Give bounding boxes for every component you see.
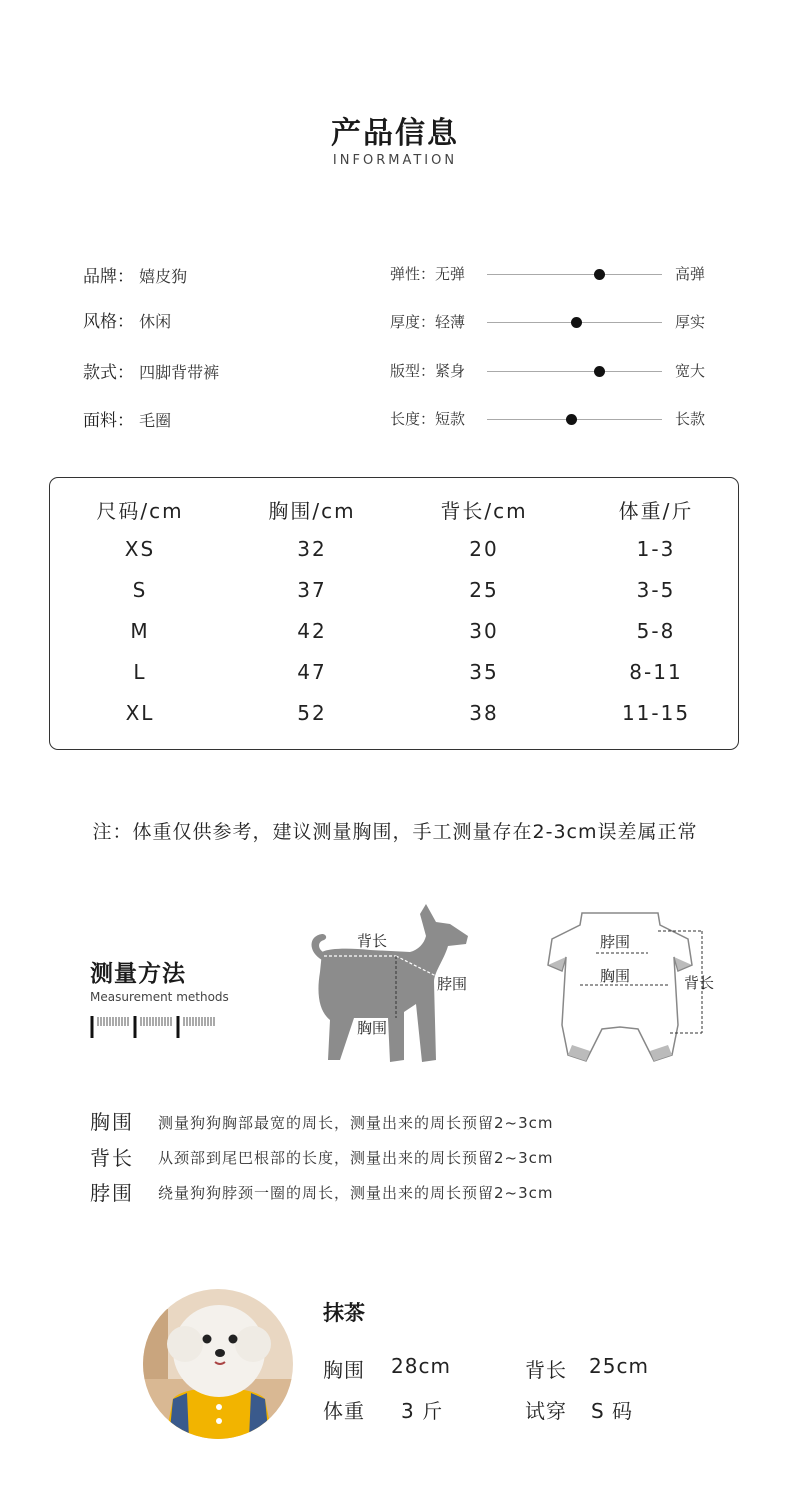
table-cell: 38: [469, 701, 499, 725]
scale-marker: [571, 317, 582, 328]
info-value: 休闲: [139, 312, 172, 331]
dog-label-neck: 脖围: [437, 975, 468, 993]
desc-term: 背长: [90, 1146, 134, 1170]
scale-end-label: 宽大: [675, 362, 706, 380]
table-cell: 1-3: [636, 537, 676, 561]
method-subtitle: Measurement methods: [90, 990, 229, 1004]
ruler-icon: [90, 1014, 220, 1040]
model-name: 抹茶: [323, 1301, 365, 1325]
table-cell: 47: [297, 660, 327, 684]
info-item-type: [83, 358, 219, 383]
scale-marker: [566, 414, 577, 425]
desc-text: 从颈部到尾巴根部的长度，测量出来的周长预留2~3cm: [158, 1149, 554, 1167]
scale-label: 弹性：无弹: [390, 265, 466, 283]
table-cell: 35: [469, 660, 499, 684]
table-cell: M: [130, 619, 150, 643]
table-cell: 37: [297, 578, 327, 602]
scale-label: 长度：短款: [390, 410, 466, 428]
scale-end-label: 厚实: [675, 313, 706, 331]
info-value: 四脚背带裤: [139, 363, 220, 382]
table-cell: 3-5: [636, 578, 676, 602]
model-weight-value: 3 斤: [401, 1399, 444, 1423]
table-cell: 8-11: [629, 660, 683, 684]
method-title: 测量方法: [90, 961, 186, 987]
desc-text: 测量狗狗胸部最宽的周长，测量出来的周长预留2~3cm: [158, 1114, 554, 1132]
scale-marker: [594, 269, 605, 280]
table-cell: 25: [469, 578, 499, 602]
model-try-label: 试穿: [525, 1399, 567, 1423]
model-dog-photo: [143, 1289, 293, 1439]
model-weight-label: 体重: [323, 1399, 365, 1423]
dog-label-back: 背长: [357, 932, 388, 950]
info-item-style: [83, 307, 171, 332]
page-subtitle: INFORMATION: [332, 153, 458, 168]
scale-marker: [594, 366, 605, 377]
info-label: 风格：: [83, 312, 134, 332]
scale-track: [487, 274, 662, 275]
size-table: [49, 477, 739, 750]
dog-label-chest: 胸围: [357, 1019, 388, 1037]
table-header: 体重/斤: [618, 499, 694, 523]
scale-label: 版型：紧身: [390, 362, 466, 380]
page-title: 产品信息: [331, 116, 459, 151]
info-value: 嬉皮狗: [139, 267, 188, 286]
model-chest-value: 28cm: [391, 1354, 451, 1378]
info-value: 毛圈: [139, 411, 172, 430]
model-chest-label: 胸围: [323, 1358, 365, 1382]
table-cell: 32: [297, 537, 327, 561]
model-try-value: S 码: [591, 1399, 634, 1423]
table-cell: XL: [125, 701, 155, 725]
scale-elasticity: [390, 259, 720, 289]
table-cell: 42: [297, 619, 327, 643]
table-cell: 52: [297, 701, 327, 725]
table-cell: XS: [124, 537, 156, 561]
table-header: 背长/cm: [440, 499, 528, 523]
info-label: 品牌：: [83, 267, 134, 287]
desc-term: 胸围: [90, 1110, 134, 1134]
table-cell: S: [132, 578, 148, 602]
scale-end-label: 高弹: [675, 265, 706, 283]
measurement-note: 注：体重仅供参考，建议测量胸围，手工测量存在2-3cm误差属正常: [92, 821, 698, 843]
table-cell: 5-8: [636, 619, 676, 643]
info-item-fabric: [83, 406, 171, 431]
garment-label-back: 背长: [684, 974, 715, 992]
info-label: 面料：: [83, 411, 134, 431]
table-cell: 20: [469, 537, 499, 561]
scale-thickness: [390, 307, 720, 337]
info-label: 款式：: [83, 363, 134, 383]
table-cell: 30: [469, 619, 499, 643]
table-cell: L: [133, 660, 147, 684]
desc-term: 脖围: [90, 1181, 134, 1205]
scale-end-label: 长款: [675, 410, 706, 428]
model-back-label: 背长: [525, 1358, 567, 1382]
garment-label-chest: 胸围: [600, 967, 631, 985]
scale-fit: [390, 356, 720, 386]
table-header: 胸围/cm: [268, 499, 356, 523]
desc-text: 绕量狗狗脖颈一圈的周长，测量出来的周长预留2~3cm: [158, 1184, 554, 1202]
scale-track: [487, 371, 662, 372]
garment-label-neck: 脖围: [600, 933, 631, 951]
scale-label: 厚度：轻薄: [390, 313, 466, 331]
info-item-brand: [83, 262, 187, 287]
table-cell: 11-15: [621, 701, 691, 725]
scale-length: [390, 404, 720, 434]
model-back-value: 25cm: [589, 1354, 649, 1378]
info-list: [83, 262, 363, 442]
table-header: 尺码/cm: [96, 499, 184, 523]
